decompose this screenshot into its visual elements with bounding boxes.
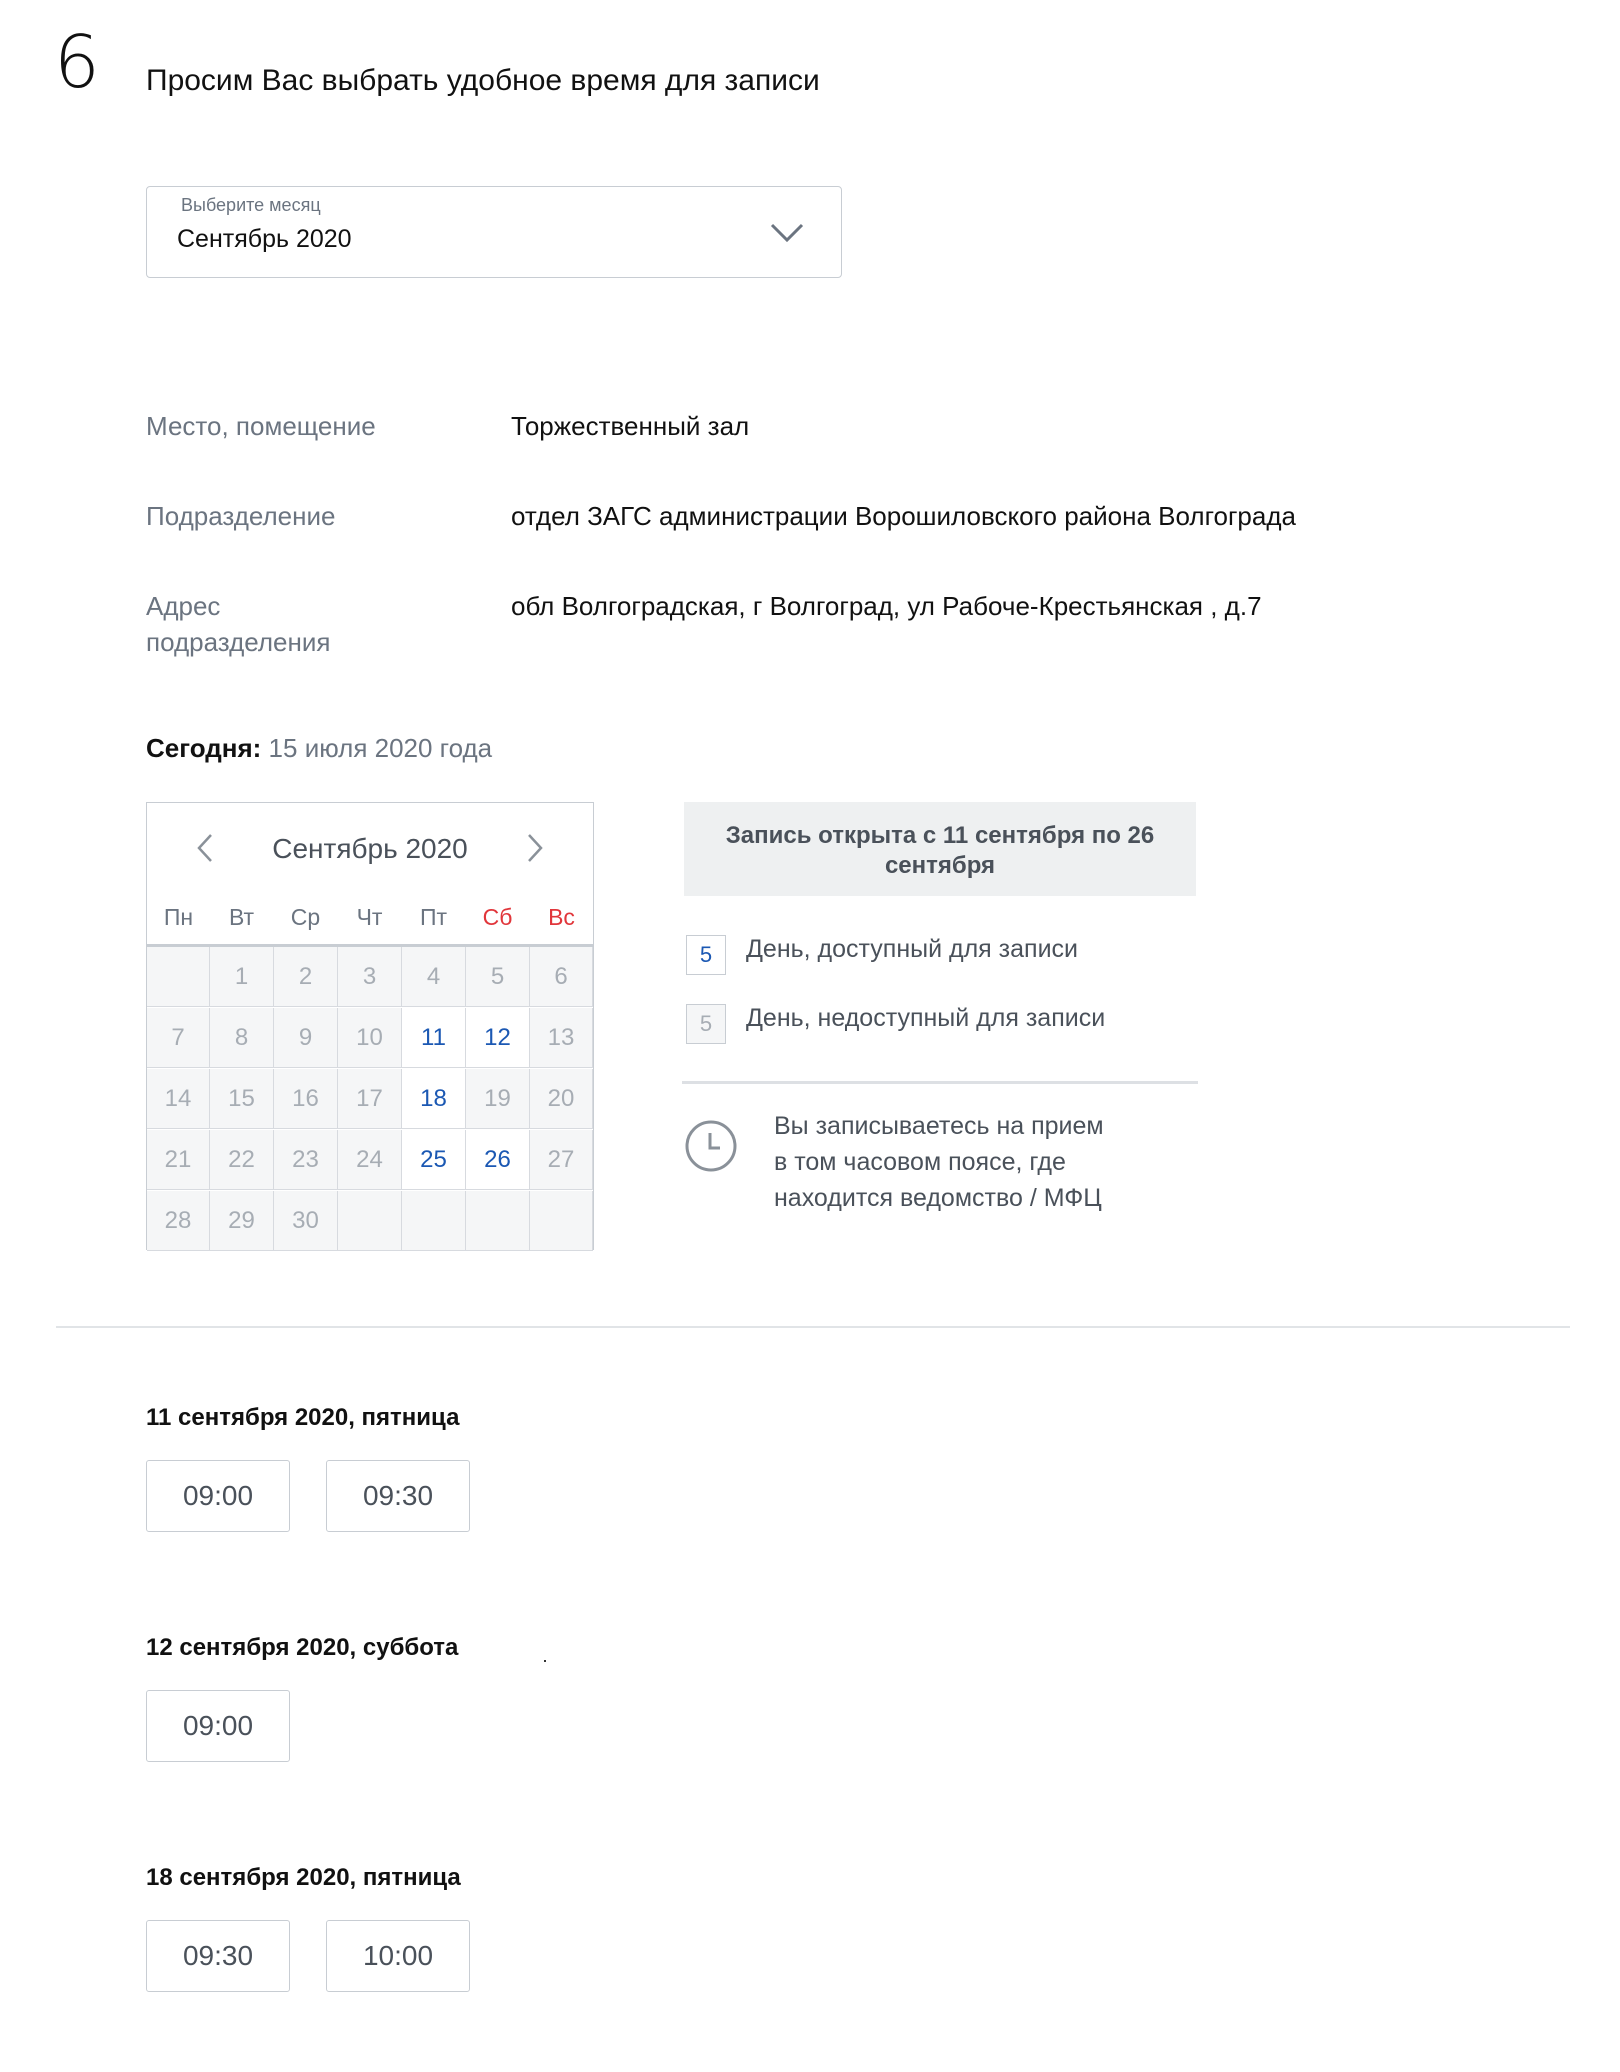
select-underline — [177, 277, 737, 278]
weekday-sat: Сб — [482, 904, 513, 930]
calendar-day-available[interactable]: 25 — [402, 1130, 466, 1190]
day-heading: 18 сентября 2020, пятница — [146, 1864, 461, 1891]
calendar-day: 29 — [210, 1191, 274, 1251]
calendar-day: 5 — [466, 947, 530, 1007]
calendar-day: 13 — [530, 1008, 593, 1068]
today-line — [146, 730, 492, 766]
time-slot-button[interactable]: 10:00 — [326, 1920, 470, 1992]
today-label: Сегодня: — [146, 733, 262, 763]
month-select-label: Выберите месяц — [181, 195, 321, 215]
timezone-note — [774, 1108, 1154, 1216]
month-select-value: Сентябрь 2020 — [177, 225, 352, 253]
address-label-line2: подразделения — [146, 627, 331, 657]
calendar-day: 1 — [210, 947, 274, 1007]
calendar-day: 4 — [402, 947, 466, 1007]
day-heading: 12 сентября 2020, суббота — [146, 1634, 459, 1661]
calendar-empty-cell — [530, 1191, 593, 1251]
calendar-day: 24 — [338, 1130, 402, 1190]
legend-available-text: День, доступный для записи — [746, 935, 1078, 963]
calendar-day: 10 — [338, 1008, 402, 1068]
legend-unavailable-swatch: 5 — [686, 1004, 726, 1044]
clock-icon — [684, 1119, 738, 1173]
calendar-day: 28 — [147, 1191, 210, 1251]
timezone-note-line1: Вы записываетесь на прием — [774, 1112, 1104, 1140]
weekday-mon: Пн — [163, 904, 194, 930]
weekday-thu: Чт — [356, 904, 383, 930]
address-value: обл Волгоградская, г Волгоград, ул Рабоче-Крестьянская , д.7 — [511, 591, 1262, 621]
calendar-day: 27 — [530, 1130, 593, 1190]
stray-dot — [544, 1660, 546, 1662]
time-slot-button[interactable]: 09:30 — [326, 1460, 470, 1532]
calendar-day: 21 — [147, 1130, 210, 1190]
calendar — [146, 802, 594, 1250]
section-divider — [56, 1326, 1570, 1328]
calendar-day-available[interactable]: 26 — [466, 1130, 530, 1190]
calendar-day: 20 — [530, 1069, 593, 1129]
calendar-title: Сентябрь 2020 — [272, 833, 468, 864]
timezone-note-line3: находится ведомство / МФЦ — [774, 1184, 1102, 1212]
calendar-empty-cell — [338, 1191, 402, 1251]
calendar-header — [147, 803, 593, 893]
chevron-right-icon[interactable] — [519, 831, 549, 865]
legend-unavailable-text: День, недоступный для записи — [746, 1004, 1106, 1032]
address-label-line1: Адрес — [146, 591, 221, 621]
department-value: отдел ЗАГС администрации Ворошиловского района Волгограда — [511, 501, 1296, 531]
booking-period-line2: сентября — [884, 852, 996, 879]
calendar-day: 9 — [274, 1008, 338, 1068]
day-heading: 11 сентября 2020, пятница — [146, 1404, 460, 1431]
timezone-note-line2: в том часовом поясе, где — [774, 1148, 1066, 1176]
weekday-tue: Вт — [228, 904, 255, 930]
calendar-day: 2 — [274, 947, 338, 1007]
calendar-day: 3 — [338, 947, 402, 1007]
step-title: Просим Вас выбрать удобное время для записи — [146, 64, 820, 97]
calendar-day: 22 — [210, 1130, 274, 1190]
calendar-day-available[interactable]: 18 — [402, 1069, 466, 1129]
calendar-day-available[interactable]: 11 — [402, 1008, 466, 1068]
address-label — [146, 588, 446, 660]
legend-divider — [682, 1081, 1198, 1084]
booking-period-box — [684, 802, 1196, 896]
place-value: Торжественный зал — [511, 411, 750, 441]
weekday-sun: Вс — [548, 904, 575, 930]
weekday-wed: Ср — [290, 904, 321, 930]
place-label: Место, помещение — [146, 411, 376, 441]
calendar-empty-cell — [147, 947, 210, 1007]
booking-period-line1: Запись открыта с 11 сентября по 26 — [725, 822, 1155, 849]
calendar-day: 30 — [274, 1191, 338, 1251]
calendar-day: 15 — [210, 1069, 274, 1129]
step-number: 6 — [54, 20, 100, 104]
time-slot-button[interactable]: 09:30 — [146, 1920, 290, 1992]
calendar-day: 6 — [530, 947, 593, 1007]
calendar-day: 16 — [274, 1069, 338, 1129]
calendar-day-available[interactable]: 12 — [466, 1008, 530, 1068]
department-label: Подразделение — [146, 501, 336, 531]
chevron-down-icon — [769, 215, 805, 251]
calendar-day: 17 — [338, 1069, 402, 1129]
time-slot-button[interactable]: 09:00 — [146, 1460, 290, 1532]
legend-available-swatch: 5 — [686, 935, 726, 975]
today-value: 15 июля 2020 года — [268, 733, 493, 763]
calendar-empty-cell — [402, 1191, 466, 1251]
calendar-day: 8 — [210, 1008, 274, 1068]
weekday-fri: Пт — [419, 904, 448, 930]
time-slot-button[interactable]: 09:00 — [146, 1690, 290, 1762]
month-select[interactable] — [146, 186, 842, 278]
calendar-day: 19 — [466, 1069, 530, 1129]
calendar-day: 14 — [147, 1069, 210, 1129]
calendar-day: 23 — [274, 1130, 338, 1190]
calendar-empty-cell — [466, 1191, 530, 1251]
calendar-day: 7 — [147, 1008, 210, 1068]
